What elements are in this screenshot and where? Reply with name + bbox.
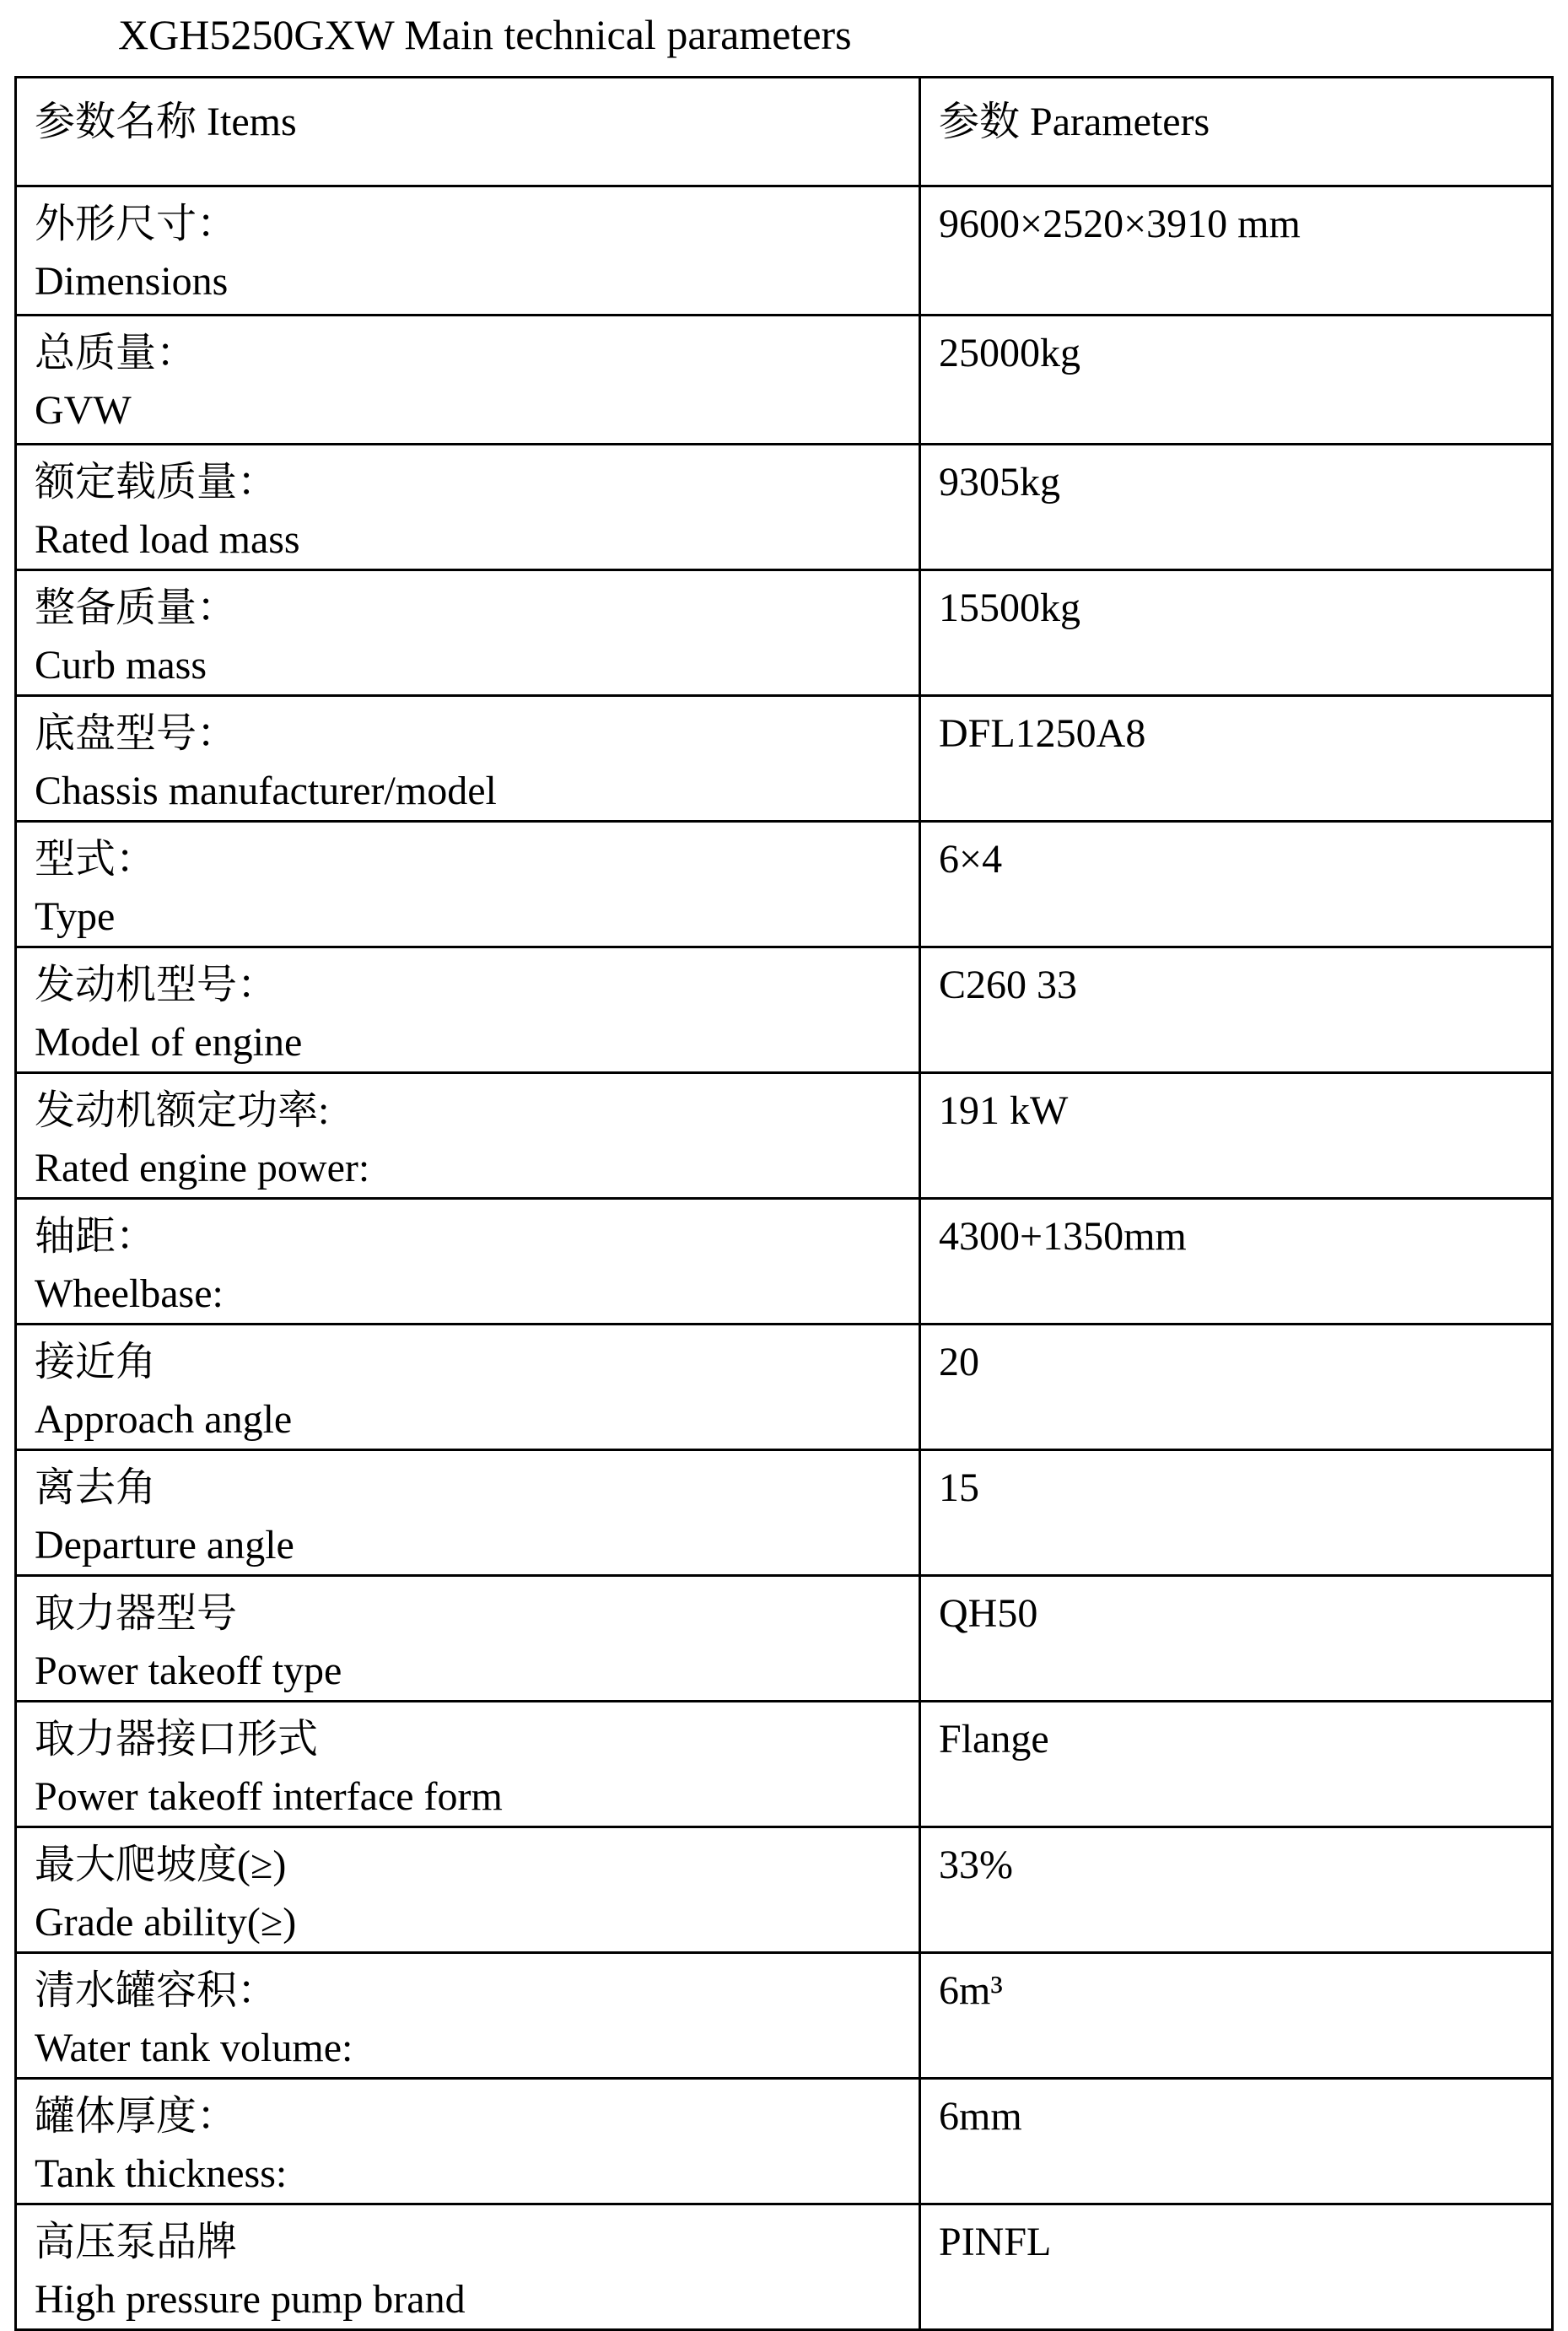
parameter-value: 6m³ — [920, 1953, 1553, 2079]
item-name-zh: 取力器型号 — [35, 1591, 238, 1636]
item-name-en: High pressure pump brand — [35, 2277, 466, 2322]
item-cell — [16, 947, 920, 1073]
item-cell — [16, 445, 920, 570]
table-row — [16, 1450, 1553, 1576]
header-items: 参数名称 Items — [16, 78, 920, 186]
item-cell — [16, 1576, 920, 1702]
item-name-en: Chassis manufacturer/model — [35, 769, 497, 813]
item-name-en: Rated engine power: — [35, 1146, 370, 1190]
item-name-zh: 离去角 — [35, 1465, 157, 1510]
table-row — [16, 1073, 1553, 1199]
parameter-value: C260 33 — [920, 947, 1553, 1073]
table-row — [16, 1827, 1553, 1953]
item-cell — [16, 186, 920, 316]
item-cell — [16, 696, 920, 822]
table-row — [16, 570, 1553, 696]
table-row — [16, 822, 1553, 947]
item-cell — [16, 822, 920, 947]
parameter-value: Flange — [920, 1702, 1553, 1827]
item-cell — [16, 570, 920, 696]
parameter-value: 15500kg — [920, 570, 1553, 696]
item-cell — [16, 1325, 920, 1450]
item-name-zh: 最大爬坡度(≥) — [35, 1843, 287, 1887]
table-row — [16, 2079, 1553, 2204]
table-row — [16, 696, 1553, 822]
item-name-zh: 发动机型号： — [35, 963, 278, 1007]
table-row — [16, 316, 1553, 445]
table-row — [16, 1702, 1553, 1827]
parameter-value: QH50 — [920, 1576, 1553, 1702]
item-name-en: Model of engine — [35, 1020, 303, 1065]
item-name-zh: 高压泵品牌 — [35, 2220, 238, 2264]
item-cell — [16, 1450, 920, 1576]
item-cell — [16, 1827, 920, 1953]
item-cell — [16, 2079, 920, 2204]
header-parameters: 参数 Parameters — [920, 78, 1553, 186]
table-row — [16, 2204, 1553, 2330]
item-name-en: GVW — [35, 388, 132, 433]
item-cell — [16, 1073, 920, 1199]
item-cell — [16, 1953, 920, 2079]
item-name-en: Grade ability(≥) — [35, 1900, 297, 1945]
parameter-value: 191 kW — [920, 1073, 1553, 1199]
item-name-zh: 总质量： — [35, 331, 197, 375]
item-name-en: Water tank volume: — [35, 2026, 353, 2070]
parameter-value: 9600×2520×3910 mm — [920, 186, 1553, 316]
item-name-zh: 整备质量： — [35, 585, 238, 630]
item-cell — [16, 2204, 920, 2330]
item-name-zh: 发动机额定功率: — [35, 1088, 330, 1133]
table-row — [16, 1325, 1553, 1450]
item-name-en: Tank thickness: — [35, 2151, 288, 2196]
table-row — [16, 445, 1553, 570]
item-name-zh: 清水罐容积： — [35, 1968, 278, 2013]
parameter-value: PINFL — [920, 2204, 1553, 2330]
document-title: XGH5250GXW Main technical parameters — [118, 11, 852, 58]
item-name-en: Wheelbase: — [35, 1271, 224, 1316]
parameter-value: DFL1250A8 — [920, 696, 1553, 822]
item-name-en: Rated load mass — [35, 517, 300, 562]
table-header-row — [16, 78, 1553, 186]
item-name-zh: 接近角 — [35, 1340, 157, 1384]
item-name-zh: 罐体厚度： — [35, 2094, 238, 2139]
parameter-value: 33% — [920, 1827, 1553, 1953]
item-name-en: Dimensions — [35, 259, 229, 304]
parameter-value: 6mm — [920, 2079, 1553, 2204]
item-name-zh: 外形尺寸： — [35, 202, 238, 246]
item-cell — [16, 1702, 920, 1827]
parameter-value: 25000kg — [920, 316, 1553, 445]
item-name-zh: 取力器接口形式 — [35, 1717, 319, 1762]
item-cell — [16, 316, 920, 445]
parameter-value: 9305kg — [920, 445, 1553, 570]
parameter-value: 20 — [920, 1325, 1553, 1450]
item-name-en: Power takeoff interface form — [35, 1774, 503, 1819]
parameters-table — [14, 76, 1554, 2331]
item-name-en: Departure angle — [35, 1523, 294, 1567]
item-name-zh: 底盘型号： — [35, 711, 238, 756]
item-name-en: Curb mass — [35, 643, 207, 688]
parameter-value: 15 — [920, 1450, 1553, 1576]
table-row — [16, 947, 1553, 1073]
item-name-zh: 型式： — [35, 837, 157, 882]
parameter-value: 4300+1350mm — [920, 1199, 1553, 1325]
item-name-zh: 额定载质量： — [35, 460, 278, 505]
parameter-value: 6×4 — [920, 822, 1553, 947]
table-row — [16, 1953, 1553, 2079]
item-name-zh: 轴距： — [35, 1214, 157, 1259]
item-cell — [16, 1199, 920, 1325]
table-row — [16, 1576, 1553, 1702]
table-row — [16, 1199, 1553, 1325]
item-name-en: Type — [35, 894, 116, 939]
item-name-en: Power takeoff type — [35, 1648, 342, 1693]
item-name-en: Approach angle — [35, 1397, 293, 1442]
table-row — [16, 186, 1553, 316]
